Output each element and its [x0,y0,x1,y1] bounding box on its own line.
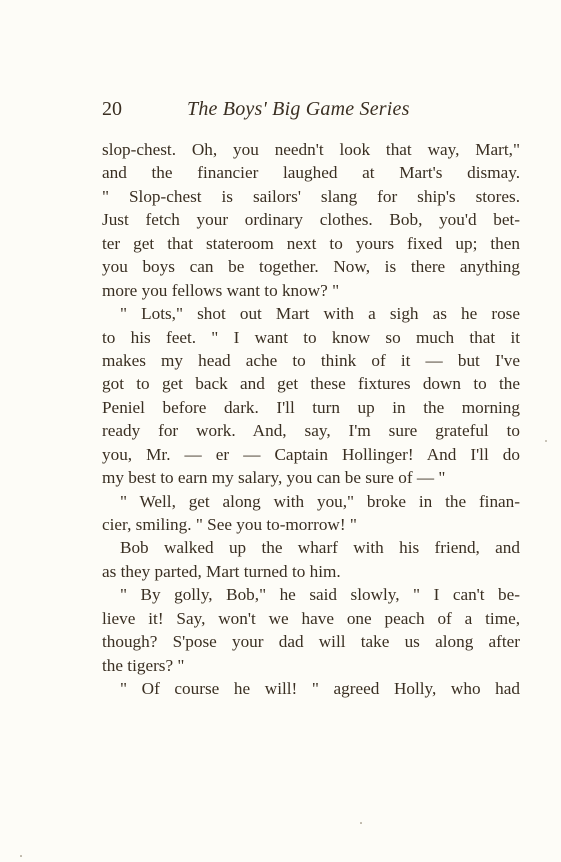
text-line: got to get back and get these fixtures down to the [102,374,520,394]
text-line: cier, smiling. " See you to-morrow! " [102,515,357,534]
text-line: " Well, get along with you," broke in the finan- [120,491,520,511]
text-line: Just fetch your ordinary clothes. Bob, you'd bet- [102,210,520,230]
series-title: The Boys' Big Game Series [187,98,410,120]
text-line: makes my head ache to think of it — but I've [102,350,520,370]
paper-speck [360,822,362,824]
text-line: Bob walked up the wharf with his friend, and [120,538,520,558]
text-line: lieve it! Say, won't we have one peach of a time, [102,608,520,628]
text-line: " Lots," shot out Mart with a sigh as he rose [120,304,520,324]
text-line: slop-chest. Oh, you needn't look that way, Mart," [102,140,520,159]
text-line: though? S'pose your dad will take us along after [102,632,520,652]
text-line: " By golly, Bob," he said slowly, " I can't be- [120,585,520,605]
text-line: to his feet. " I want to know so much that it [102,327,520,347]
text-line: " Slop-chest is sailors' slang for ship's stores. [102,186,520,206]
text-line: more you fellows want to know? " [102,280,340,300]
text-line: and the financier laughed at Mart's dismay. [102,163,520,183]
text-line: ter get that stateroom next to yours fixed up; then [102,233,520,253]
text-line: Peniel before dark. I'll turn up in the morning [102,397,520,417]
body-text [102,138,520,701]
text-line: you, Mr. — er — Captain Hollinger! And I'll do [102,444,520,464]
page-number: 20 [102,98,122,120]
text-line: you boys can be together. Now, is there anything [102,257,520,277]
running-head [102,96,522,122]
text-line: ready for work. And, say, I'm sure grateful to [102,421,520,441]
paper-speck [545,440,547,442]
paper-speck [20,855,22,857]
text-line: my best to earn my salary, you can be sure of — " [102,468,446,488]
text-line: as they parted, Mart turned to him. [102,561,341,581]
text-line: the tigers? " [102,655,185,675]
text-line: " Of course he will! " agreed Holly, who had [120,679,520,699]
